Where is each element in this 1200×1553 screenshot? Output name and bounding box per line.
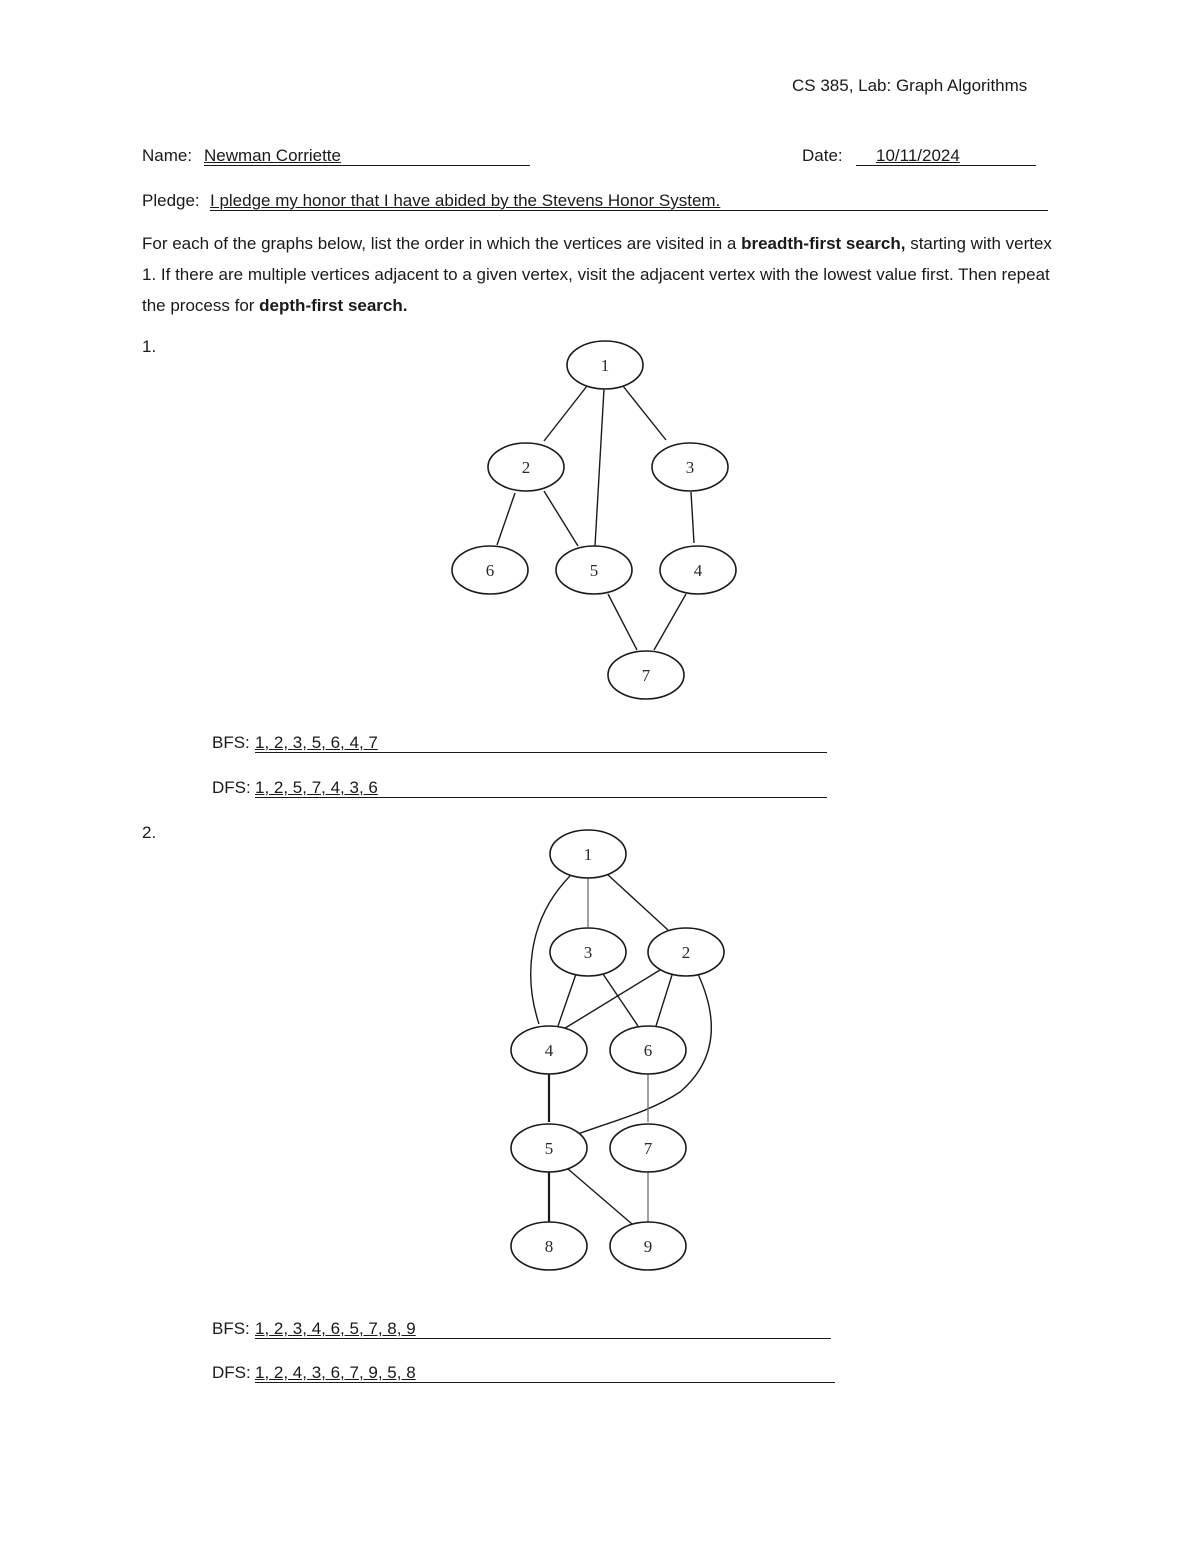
problem-2-number: 2. <box>142 823 157 842</box>
name-value[interactable]: Newman Corriette <box>204 146 341 165</box>
edge-1-5 <box>595 389 604 546</box>
node-label: 3 <box>583 943 593 962</box>
node-label: 1 <box>583 845 593 864</box>
pledge-label: Pledge: <box>142 191 200 210</box>
dfs-label: DFS: <box>212 778 251 797</box>
edge-3-4 <box>558 974 576 1026</box>
name-underline <box>204 165 530 166</box>
dfs-underline <box>255 1382 835 1383</box>
graph-1 <box>440 330 760 715</box>
node-label: 9 <box>643 1237 653 1256</box>
name-label: Name: <box>142 146 193 165</box>
pledge-underline <box>210 210 1048 211</box>
dfs-answer[interactable]: 1, 2, 4, 3, 6, 7, 9, 5, 8 <box>255 1363 416 1382</box>
edge-1-2 <box>544 386 587 441</box>
instructions-text-2: starting with vertex 1. If there are multiple vertices adjacent to a given vertex, visit the adjacent vertex with the lowest value first. Then repeat the process for <box>142 234 1052 315</box>
node-label: 5 <box>544 1139 554 1158</box>
edge-5-9 <box>568 1169 632 1224</box>
edge-3-6 <box>603 974 638 1026</box>
graph-2 <box>500 822 740 1282</box>
date-label: Date: <box>802 146 843 165</box>
dfs-label: DFS: <box>212 1363 251 1382</box>
node-label: 4 <box>544 1041 554 1060</box>
instructions-bfs-term: breadth-first search, <box>741 234 906 253</box>
bfs-answer[interactable]: 1, 2, 3, 4, 6, 5, 7, 8, 9 <box>255 1319 416 1338</box>
edge-4-7 <box>654 594 686 650</box>
edge-5-7 <box>608 594 637 650</box>
instructions-text-1: For each of the graphs below, list the order in which the vertices are visited in a <box>142 234 742 253</box>
node-label: 8 <box>544 1237 554 1256</box>
problem-1-number: 1. <box>142 337 157 356</box>
edge-1-3 <box>623 386 666 440</box>
date-underline <box>856 165 1036 166</box>
node-label: 7 <box>641 666 651 685</box>
bfs-answer[interactable]: 1, 2, 3, 5, 6, 4, 7 <box>255 733 378 752</box>
node-label: 7 <box>643 1139 653 1158</box>
node-label: 6 <box>485 561 495 580</box>
course-title: CS 385, Lab: Graph Algorithms <box>792 76 1028 95</box>
edge-2-4 <box>562 970 660 1030</box>
edge-3-4 <box>691 492 694 543</box>
edge-2-6 <box>497 493 515 545</box>
pledge-value[interactable]: I pledge my honor that I have abided by the Stevens Honor System. <box>210 191 721 210</box>
date-value[interactable]: 10/11/2024 <box>876 146 960 165</box>
dfs-underline <box>255 797 827 798</box>
dfs-answer[interactable]: 1, 2, 5, 7, 4, 3, 6 <box>255 778 378 797</box>
edge-2-5 <box>544 491 578 546</box>
node-label: 4 <box>693 561 703 580</box>
node-label: 1 <box>600 356 610 375</box>
node-label: 3 <box>685 458 695 477</box>
edge-1-2 <box>607 874 668 930</box>
bfs-label: BFS: <box>212 1319 250 1338</box>
instructions <box>142 228 1062 321</box>
edge-2-6 <box>656 975 672 1026</box>
node-label: 5 <box>589 561 599 580</box>
bfs-label: BFS: <box>212 733 250 752</box>
node-label: 2 <box>521 458 531 477</box>
instructions-dfs-term: depth-first search. <box>259 296 408 315</box>
node-label: 6 <box>643 1041 653 1060</box>
node-label: 2 <box>681 943 691 962</box>
bfs-underline <box>255 1338 831 1339</box>
bfs-underline <box>255 752 827 753</box>
